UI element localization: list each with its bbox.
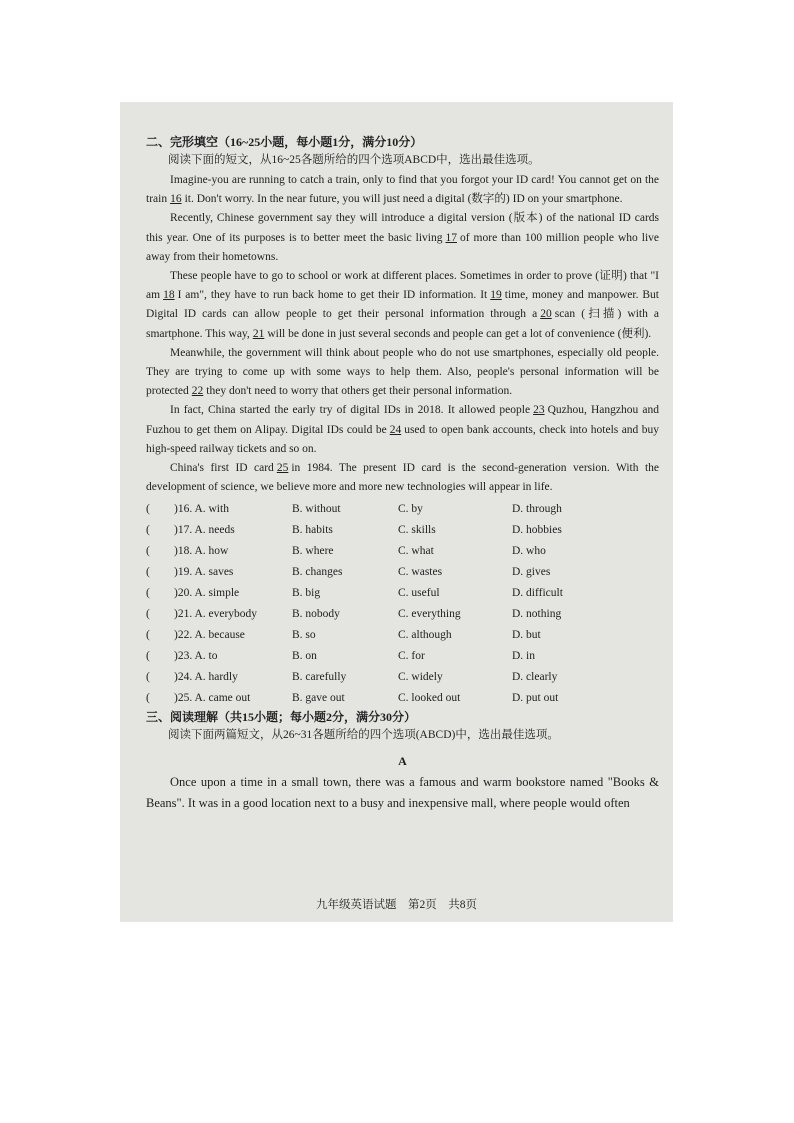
option-c: C. what (398, 545, 434, 558)
paragraph-text: in 1984. The present ID card is the second-generation version. With the development of science, we believe more and more new technologies will appear in life. (146, 462, 659, 494)
option-b: B. on (292, 650, 317, 663)
option-a: )20. A. simple (174, 587, 240, 600)
option-c: C. looked out (398, 692, 461, 705)
cloze-options (146, 499, 659, 709)
option-d: D. but (512, 629, 541, 642)
option-d: D. difficult (512, 587, 563, 600)
option-row-19 (146, 562, 659, 583)
blank-24: 24 (389, 423, 402, 436)
option-b: B. carefully (292, 671, 347, 684)
section-instruction-cloze: 阅读下面的短文，从16~25各题所给的四个选项ABCD中，选出最佳选项。 (168, 154, 540, 166)
option-row-22 (146, 625, 659, 646)
answer-paren: ( (146, 587, 150, 600)
option-c: C. wastes (398, 566, 443, 579)
option-d: D. put out (512, 692, 559, 705)
option-b: B. nobody (292, 608, 340, 621)
page-footer: 九年级英语试题 第2页 共8页 (316, 899, 477, 911)
option-a: )17. A. needs (174, 524, 235, 537)
option-b: B. where (292, 545, 334, 558)
paragraph-text: I am", they have to run back home to get their ID information. It (177, 289, 488, 302)
option-d: D. gives (512, 566, 551, 579)
option-a: )21. A. everybody (174, 608, 258, 621)
blank-19: 19 (490, 289, 502, 302)
blank-25: 25 (276, 462, 289, 475)
paragraph-text: will be done in just several seconds and people can get a lot of convenience (便利). (267, 327, 652, 340)
paragraph-text: Recently, Chinese government say they will introduce a digital version (版本) of the national ID cards this year. One of its purposes is to better meet the basic living (146, 212, 659, 244)
option-row-16 (146, 499, 659, 520)
option-row-18 (146, 541, 659, 562)
option-c: C. everything (398, 608, 461, 621)
paragraph-6 (146, 459, 659, 497)
paragraph-1 (146, 171, 659, 209)
option-b: B. gave out (292, 692, 345, 705)
paragraph-4 (146, 344, 659, 402)
paragraph-text: Imagine-you are running to catch a train, only to find that you forgot your ID card! You cannot get on the train (146, 174, 659, 206)
paragraph-text: they don't need to worry that others get their personal information. (206, 385, 513, 398)
option-c: C. for (398, 650, 425, 663)
option-b: B. without (292, 503, 341, 516)
paragraph-5 (146, 401, 659, 459)
paragraph-text: In fact, China started the early try of digital IDs in 2018. It allowed people (170, 404, 531, 417)
answer-paren: ( (146, 503, 150, 516)
option-d: D. hobbies (512, 524, 562, 537)
answer-paren: ( (146, 692, 150, 705)
paragraph-text: used to open bank accounts, check into hotels and buy high-speed railway tickets and so on. (146, 423, 659, 455)
blank-23: 23 (533, 404, 545, 417)
option-b: B. changes (292, 566, 343, 579)
answer-paren: ( (146, 566, 150, 579)
paragraph-text: These people have to go to school or work at different places. Sometimes in order to prove (证明) that "I am (146, 270, 659, 302)
option-row-17 (146, 520, 659, 541)
option-b: B. big (292, 587, 321, 600)
paragraph-3 (146, 267, 659, 344)
blank-16: 16 (170, 193, 182, 206)
option-d: D. through (512, 503, 562, 516)
option-a: )18. A. how (174, 545, 229, 558)
option-row-21 (146, 604, 659, 625)
option-a: )16. A. with (174, 503, 229, 516)
blank-20: 20 (540, 308, 552, 321)
paragraph-text: scan (扫描) with a smartphone. This way, (146, 308, 659, 340)
paragraph-text: China's first ID card (170, 462, 274, 475)
option-d: D. in (512, 650, 535, 663)
answer-paren: ( (146, 650, 150, 663)
answer-paren: ( (146, 524, 150, 537)
option-a: )22. A. because (174, 629, 245, 642)
answer-paren: ( (146, 671, 150, 684)
option-b: B. so (292, 629, 316, 642)
option-c: C. useful (398, 587, 440, 600)
option-d: D. clearly (512, 671, 558, 684)
option-d: D. nothing (512, 608, 562, 621)
section-title-cloze: 二、完形填空（16~25小题，每小题1分，满分10分） (146, 135, 423, 149)
option-c: C. although (398, 629, 452, 642)
section-instruction-reading: 阅读下面两篇短文，从26~31各题所给的四个选项(ABCD)中，选出最佳选项。 (168, 729, 559, 742)
option-row-20 (146, 583, 659, 604)
paragraph-text: of more than 100 million people who live away from their hometowns. (146, 231, 659, 263)
option-d: D. who (512, 545, 546, 558)
answer-paren: ( (146, 608, 150, 621)
option-a: )19. A. saves (174, 566, 234, 579)
option-a: )23. A. to (174, 650, 218, 663)
option-b: B. habits (292, 524, 333, 537)
passage-a-text: Once upon a time in a small town, there was a famous and warm bookstore named "Books & Beans". It was in a good location next to a busy and inexpensive mall, where people would often (146, 775, 659, 811)
option-a: )25. A. came out (174, 692, 251, 705)
paragraph-2 (146, 209, 659, 267)
option-row-24 (146, 667, 659, 688)
paragraph-text: time, money and manpower. But Digital ID cards can allow people to get their personal information through a (146, 289, 659, 321)
section-title-reading: 三、阅读理解（共15小题；每小题2分，满分30分） (146, 710, 417, 725)
paragraph-text: it. Don't worry. In the near future, you will just need a digital (数字的) ID on your smartphone. (184, 193, 623, 206)
exam-page (120, 102, 673, 922)
blank-22: 22 (191, 385, 204, 398)
option-c: C. skills (398, 524, 436, 537)
paragraph-text: Meanwhile, the government will think about people who do not use smartphones, especially old people. They are trying to come up with some ways to help them. Also, people's personal information will be protected (146, 346, 659, 398)
blank-18: 18 (163, 289, 175, 302)
option-row-25 (146, 688, 659, 709)
option-c: C. widely (398, 671, 443, 684)
option-row-23 (146, 646, 659, 667)
option-a: )24. A. hardly (174, 671, 238, 684)
answer-paren: ( (146, 629, 150, 642)
blank-17: 17 (445, 231, 457, 244)
answer-paren: ( (146, 545, 150, 558)
option-c: C. by (398, 503, 423, 516)
paragraph-text: Quzhou, Hangzhou and Fuzhou to get them on Alipay. Digital IDs could be (146, 404, 659, 436)
passage-label: A (398, 754, 407, 769)
blank-21: 21 (252, 327, 265, 340)
